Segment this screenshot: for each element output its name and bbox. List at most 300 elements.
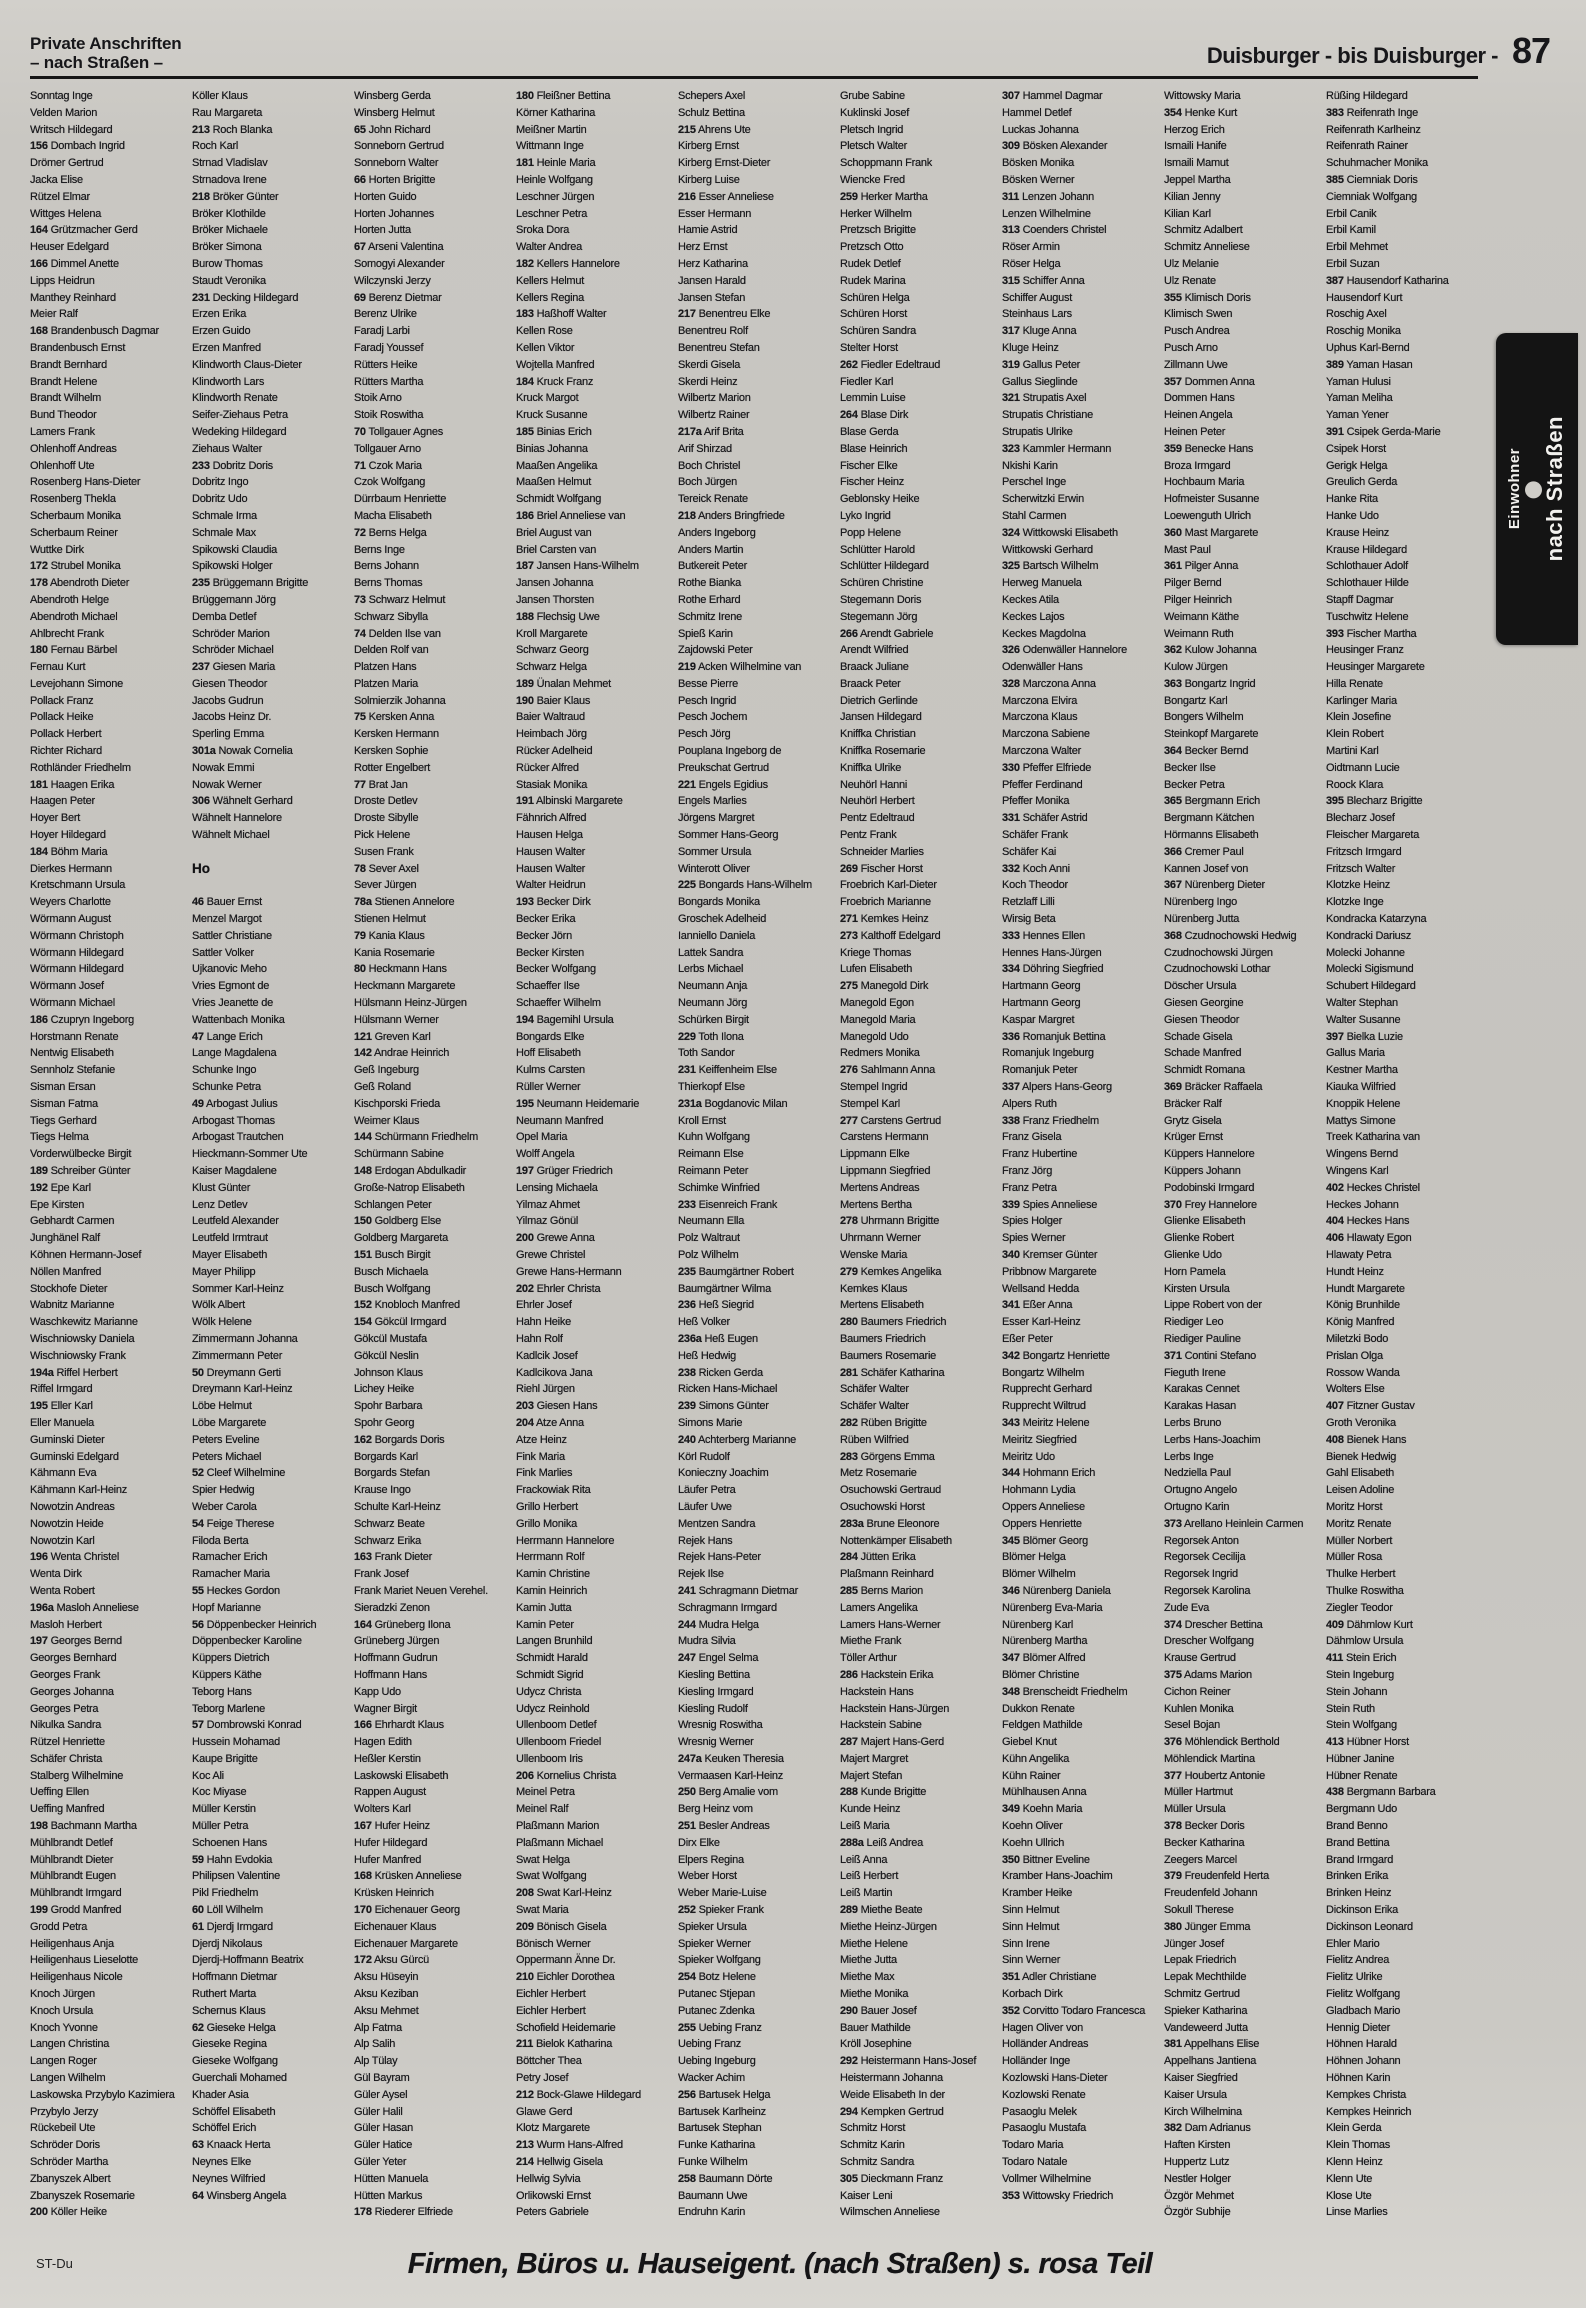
directory-entry: Ricken Hans-Michael bbox=[678, 1383, 778, 1396]
directory-entry: Koc Ali bbox=[192, 1769, 224, 1782]
directory-entry: 271 Kemkes Heinz bbox=[840, 913, 929, 926]
directory-entry: Nowotzin Andreas bbox=[30, 1500, 115, 1513]
directory-entry: Dreymann Karl-Heinz bbox=[192, 1383, 293, 1396]
directory-entry: Schmidt Romana bbox=[1164, 1064, 1245, 1077]
directory-entry: Groth Veronika bbox=[1326, 1416, 1396, 1429]
directory-entry: Kuklinski Josef bbox=[840, 106, 910, 119]
directory-entry: Brandt Helene bbox=[30, 375, 98, 388]
directory-entry: Yilmaz Ahmet bbox=[516, 1198, 580, 1211]
directory-entry: Brinken Erika bbox=[1326, 1870, 1389, 1883]
column-1 bbox=[30, 88, 185, 2220]
directory-entry: Stein Ingeburg bbox=[1326, 1668, 1395, 1681]
directory-entry: Kähmann Karl-Heinz bbox=[30, 1484, 127, 1497]
directory-entry: Schröder Doris bbox=[30, 2139, 100, 2152]
directory-entry: Döscher Ursula bbox=[1164, 980, 1237, 993]
directory-entry: Klenn Ute bbox=[1326, 2172, 1373, 2185]
house-number: 65 bbox=[354, 123, 366, 136]
directory-entry: Klein Gerda bbox=[1326, 2122, 1382, 2135]
house-number: 181 bbox=[30, 778, 48, 791]
directory-entry: 219 Acken Wilhelmine van bbox=[678, 661, 802, 674]
directory-entry: 199 Grodd Manfred bbox=[30, 1904, 122, 1917]
house-number: 183 bbox=[516, 308, 534, 321]
house-number: 337 bbox=[1002, 1081, 1020, 1094]
directory-entry: 144 Schürmann Friedhelm bbox=[354, 1131, 479, 1144]
directory-entry: Molecki Johanne bbox=[1326, 946, 1405, 959]
directory-entry: Froebrich Marianne bbox=[840, 896, 931, 909]
directory-entry: Lufen Elisabeth bbox=[840, 963, 913, 976]
house-number: 154 bbox=[354, 1316, 372, 1329]
directory-entry: Knoch Ursula bbox=[30, 2004, 94, 2017]
directory-entry: Staudt Veronika bbox=[192, 274, 266, 287]
directory-entry: 72 Berns Helga bbox=[354, 526, 427, 539]
directory-entry: Boch Christel bbox=[678, 459, 741, 472]
house-number: 215 bbox=[678, 123, 696, 136]
directory-entry: Jacka Elise bbox=[30, 173, 83, 186]
directory-entry: Roschig Monika bbox=[1326, 325, 1401, 338]
directory-entry: Schmidt Sigrid bbox=[516, 1668, 584, 1681]
directory-entry: Hackstein Sabine bbox=[840, 1719, 922, 1732]
house-number: 148 bbox=[354, 1165, 372, 1177]
directory-entry: 178 Riederer Elfriede bbox=[354, 2206, 453, 2219]
directory-entry: Filoda Berta bbox=[192, 1534, 249, 1547]
house-number: 172 bbox=[30, 560, 48, 573]
directory-entry: Ueffing Ellen bbox=[30, 1786, 89, 1799]
directory-entry: 47 Lange Erich bbox=[192, 1030, 263, 1043]
directory-entry: Kempkes Christa bbox=[1326, 2088, 1407, 2101]
house-number: 331 bbox=[1002, 812, 1020, 825]
house-number: 250 bbox=[678, 1786, 696, 1799]
directory-entry: Löbe Helmut bbox=[192, 1400, 252, 1413]
directory-entry: Wuttke Dirk bbox=[30, 543, 84, 556]
house-number: 178 bbox=[354, 2206, 372, 2219]
directory-entry: Arbogast Trautchen bbox=[192, 1131, 284, 1144]
house-number: 352 bbox=[1002, 2004, 1020, 2017]
directory-entry: Schmidt Wolfgang bbox=[516, 493, 602, 506]
directory-entry: 211 Bielok Katharina bbox=[516, 2038, 613, 2051]
directory-entry: Broza Irmgard bbox=[1164, 459, 1231, 472]
directory-entry: Eichler Herbert bbox=[516, 1988, 586, 2001]
directory-entry: Hundt Heinz bbox=[1326, 1265, 1384, 1278]
house-number: 221 bbox=[678, 778, 696, 791]
directory-entry: Susen Frank bbox=[354, 845, 414, 858]
directory-entry: 167 Hufer Heinz bbox=[354, 1820, 430, 1833]
directory-entry: 330 Pfeffer Elfriede bbox=[1002, 761, 1092, 774]
house-number: 247a bbox=[678, 1752, 702, 1765]
directory-entry: 195 Eller Karl bbox=[30, 1400, 93, 1413]
directory-entry: Klotz Margarete bbox=[516, 2122, 590, 2135]
house-number: 254 bbox=[678, 1971, 696, 1984]
house-number: 235 bbox=[192, 577, 210, 590]
directory-entry: Sperling Emma bbox=[192, 728, 264, 741]
house-number: 264 bbox=[840, 409, 858, 422]
house-number: 184 bbox=[30, 845, 48, 858]
directory-entry: König Manfred bbox=[1326, 1316, 1395, 1329]
house-number: 321 bbox=[1002, 392, 1020, 405]
directory-entry: Schaeffer Ilse bbox=[516, 980, 580, 993]
directory-entry: Kiauka Wilfried bbox=[1326, 1081, 1396, 1094]
directory-entry: 345 Blömer Georg bbox=[1002, 1534, 1089, 1547]
directory-entry: Hamie Astrid bbox=[678, 224, 738, 237]
directory-entry: Walter Susanne bbox=[1326, 1013, 1401, 1026]
directory-entry: Ramacher Erich bbox=[192, 1551, 268, 1564]
directory-entry: Kriege Thomas bbox=[840, 946, 912, 959]
directory-entry: 361 Pilger Anna bbox=[1164, 560, 1239, 573]
directory-entry: 337 Alpers Hans-Georg bbox=[1002, 1081, 1112, 1094]
directory-entry: Erzen Guido bbox=[192, 325, 251, 338]
directory-entry: Röser Helga bbox=[1002, 257, 1061, 270]
directory-entry: Eßer Peter bbox=[1002, 1332, 1053, 1345]
directory-entry: Miethe Heinz-Jürgen bbox=[840, 1920, 937, 1933]
directory-entry: Hussein Mohamad bbox=[192, 1736, 280, 1749]
directory-entry: Neumann Ella bbox=[678, 1215, 745, 1228]
directory-entry: 328 Marczona Anna bbox=[1002, 677, 1096, 690]
directory-entry: Schäfer Walter bbox=[840, 1383, 909, 1396]
directory-entry: Kadlcik Josef bbox=[516, 1349, 578, 1362]
directory-entry: 150 Goldberg Else bbox=[354, 1215, 442, 1228]
directory-entry: 154 Gökcül Irmgard bbox=[354, 1316, 447, 1329]
directory-entry: 168 Krüsken Anneliese bbox=[354, 1870, 462, 1883]
directory-entry: Heß Hedwig bbox=[678, 1349, 737, 1362]
directory-entry: Kaiser Leni bbox=[840, 2189, 893, 2202]
house-number: 189 bbox=[516, 677, 534, 690]
house-number: 62 bbox=[192, 2021, 204, 2034]
directory-entry: Carstens Hermann bbox=[840, 1131, 929, 1144]
directory-entry: Leiß Herbert bbox=[840, 1870, 899, 1883]
directory-entry: 359 Benecke Hans bbox=[1164, 442, 1254, 455]
house-number: 288 bbox=[840, 1786, 858, 1799]
house-number: 361 bbox=[1164, 560, 1182, 573]
page-title: Private Anschriften bbox=[30, 34, 182, 53]
directory-entry: Schüren Helga bbox=[840, 291, 910, 304]
directory-entry: Schüren Christine bbox=[840, 577, 924, 590]
directory-entry: Kulow Jürgen bbox=[1164, 661, 1228, 674]
directory-entry: Sinn Helmut bbox=[1002, 1920, 1060, 1933]
house-number: 233 bbox=[192, 459, 210, 472]
house-number: 194a bbox=[30, 1366, 54, 1379]
directory-entry: Epe Kirsten bbox=[30, 1198, 85, 1211]
directory-entry: Hausendorf Kurt bbox=[1326, 291, 1403, 304]
directory-entry: 369 Bräcker Raffaela bbox=[1164, 1081, 1263, 1094]
directory-entry: 333 Hennes Ellen bbox=[1002, 929, 1086, 942]
directory-entry: Hufer Manfred bbox=[354, 1853, 422, 1866]
house-number: 348 bbox=[1002, 1685, 1020, 1698]
directory-entry: Djerdj Nikolaus bbox=[192, 1937, 263, 1950]
directory-entry: Treek Katharina van bbox=[1326, 1131, 1420, 1144]
directory-entry: Uebing Franz bbox=[678, 2038, 742, 2051]
directory-entry: Herker Wilhelm bbox=[840, 207, 912, 220]
house-number: 231a bbox=[678, 1097, 702, 1110]
directory-entry: Kamin Jutta bbox=[516, 1601, 572, 1614]
directory-entry: Dirx Elke bbox=[678, 1836, 720, 1849]
directory-entry: Baumann Uwe bbox=[678, 2189, 748, 2202]
directory-entry: Hackstein Hans bbox=[840, 1685, 914, 1698]
directory-entry: Güler Aysel bbox=[354, 2088, 408, 2101]
directory-entry: Miethe Max bbox=[840, 1971, 895, 1984]
directory-entry: Simons Marie bbox=[678, 1416, 743, 1429]
directory-entry: Geß Roland bbox=[354, 1081, 411, 1094]
directory-entry: Wähnelt Hannelore bbox=[192, 812, 282, 825]
directory-entry: Müller Ursula bbox=[1164, 1803, 1226, 1816]
house-number: 281 bbox=[840, 1366, 858, 1379]
directory-entry: Heckes Johann bbox=[1326, 1198, 1399, 1211]
directory-entry: Laskowska Przybylo Kazimiera bbox=[30, 2088, 175, 2101]
directory-entry: Wischniowsky Frank bbox=[30, 1349, 126, 1362]
house-number: 52 bbox=[192, 1467, 204, 1480]
directory-entry: Kiesling Bettina bbox=[678, 1668, 750, 1681]
directory-entry: Pentz Edeltraud bbox=[840, 812, 915, 825]
directory-entry: Wolters Else bbox=[1326, 1383, 1385, 1396]
directory-entry: Kozlowski Hans-Dieter bbox=[1002, 2072, 1108, 2085]
directory-entry: Sisman Ersan bbox=[30, 1081, 96, 1094]
directory-entry: 324 Wittkowski Elisabeth bbox=[1002, 526, 1118, 539]
house-number: 375 bbox=[1164, 1668, 1182, 1681]
house-number: 342 bbox=[1002, 1349, 1020, 1362]
directory-entry: Schäfer Christa bbox=[30, 1752, 103, 1765]
house-number: 187 bbox=[516, 560, 534, 573]
directory-entry: 240 Achterberg Marianne bbox=[678, 1433, 796, 1446]
house-number: 353 bbox=[1002, 2189, 1020, 2202]
directory-entry: Skerdi Heinz bbox=[678, 375, 738, 388]
directory-entry: Lerbs Bruno bbox=[1164, 1416, 1222, 1429]
directory-entry: Becker Kirsten bbox=[516, 946, 585, 959]
house-number: 385 bbox=[1326, 173, 1344, 186]
house-number: 195 bbox=[30, 1400, 48, 1413]
directory-entry: Schoppmann Frank bbox=[840, 157, 932, 170]
house-number: 193 bbox=[516, 896, 534, 909]
directory-entry: Horn Pamela bbox=[1164, 1265, 1226, 1278]
directory-entry: Stegemann Doris bbox=[840, 593, 922, 606]
directory-entry: Köller Klaus bbox=[192, 90, 248, 102]
directory-entry: Spikowski Claudia bbox=[192, 543, 278, 556]
directory-entry: Fleischer Margareta bbox=[1326, 829, 1420, 842]
directory-entry: Droste Sibylle bbox=[354, 812, 419, 825]
house-number: 278 bbox=[840, 1215, 858, 1228]
directory-entry: Mühlbrandt Irmgard bbox=[30, 1887, 122, 1900]
directory-entry: 247a Keuken Theresia bbox=[678, 1752, 784, 1765]
house-number: 206 bbox=[516, 1769, 534, 1782]
directory-entry: 233 Dobritz Doris bbox=[192, 459, 273, 472]
house-number: 200 bbox=[30, 2206, 48, 2219]
directory-entry: Bienek Hedwig bbox=[1326, 1450, 1397, 1463]
directory-entry: Nürenberg Martha bbox=[1002, 1635, 1088, 1648]
directory-entry: Wabnitz Marianne bbox=[30, 1299, 115, 1312]
directory-entry: Funke Wilhelm bbox=[678, 2156, 748, 2169]
directory-entry: Ehrler Josef bbox=[516, 1299, 572, 1312]
directory-entry: Hellwig Sylvia bbox=[516, 2172, 581, 2185]
directory-entry: Grewe Christel bbox=[516, 1248, 586, 1261]
directory-entry: Weimann Ruth bbox=[1164, 627, 1234, 640]
directory-entry: 366 Cremer Paul bbox=[1164, 845, 1244, 858]
directory-entry: Hübner Janine bbox=[1326, 1752, 1395, 1765]
directory-entry: Knoch Yvonne bbox=[30, 2021, 98, 2034]
directory-entry: Bongards Elke bbox=[516, 1030, 585, 1043]
directory-entry: Mertens Bertha bbox=[840, 1198, 912, 1211]
directory-entry: Rothländer Friedhelm bbox=[30, 761, 131, 774]
directory-entry: 283 Görgens Emma bbox=[840, 1450, 935, 1463]
directory-entry: Stoik Arno bbox=[354, 392, 402, 405]
directory-entry: Cichon Reiner bbox=[1164, 1685, 1231, 1698]
directory-entry: Perschel Inge bbox=[1002, 476, 1067, 489]
directory-entry: Brandt Wilhelm bbox=[30, 392, 102, 405]
directory-entry: Krause Gertrud bbox=[1164, 1652, 1236, 1665]
directory-entry: Berg Heinz vom bbox=[678, 1803, 753, 1816]
page-subtitle: – nach Straßen – bbox=[30, 53, 163, 72]
directory-entry: Briel Carsten van bbox=[516, 543, 597, 556]
directory-entry: Kunde Heinz bbox=[840, 1803, 901, 1816]
directory-entry: Krüsken Heinrich bbox=[354, 1887, 434, 1900]
directory-entry: 284 Jütten Erika bbox=[840, 1551, 916, 1564]
directory-entry: Zimmermann Johanna bbox=[192, 1332, 298, 1345]
directory-entry: 266 Arendt Gabriele bbox=[840, 627, 934, 640]
directory-entry: 413 Hübner Horst bbox=[1326, 1736, 1409, 1749]
directory-entry: 402 Heckes Christel bbox=[1326, 1181, 1420, 1194]
directory-entry: Lamers Frank bbox=[30, 425, 95, 438]
directory-entry: 344 Hohmann Erich bbox=[1002, 1467, 1096, 1480]
directory-entry: Fielitz Andrea bbox=[1326, 1954, 1390, 1967]
directory-entry: Todaro Natale bbox=[1002, 2156, 1068, 2169]
directory-entry: Hagen Oliver von bbox=[1002, 2021, 1083, 2034]
directory-entry: 377 Houbertz Antonie bbox=[1164, 1769, 1265, 1782]
directory-entry: Kluge Heinz bbox=[1002, 341, 1059, 354]
directory-entry: 148 Erdogan Abdulkadir bbox=[354, 1165, 467, 1177]
directory-entry: Schmale Irma bbox=[192, 509, 257, 522]
house-number: 209 bbox=[516, 1920, 534, 1933]
directory-entry: 55 Heckes Gordon bbox=[192, 1584, 280, 1597]
directory-entry: Dommen Hans bbox=[1164, 392, 1235, 405]
directory-entry: Kruck Susanne bbox=[516, 409, 588, 422]
directory-entry: Glienke Udo bbox=[1164, 1248, 1222, 1261]
directory-entry: Nentwig Elisabeth bbox=[30, 1047, 114, 1060]
directory-entry: Knoch Jürgen bbox=[30, 1988, 95, 2001]
directory-entry: Horten Johannes bbox=[354, 207, 435, 220]
directory-entry: Herrmann Rolf bbox=[516, 1551, 585, 1564]
directory-entry: Gieseke Regina bbox=[192, 2038, 267, 2051]
house-number: 217a bbox=[678, 425, 702, 438]
directory-entry: Gebhardt Carmen bbox=[30, 1215, 115, 1228]
house-number: 178 bbox=[30, 577, 48, 590]
directory-entry: Opel Maria bbox=[516, 1131, 568, 1144]
directory-entry: Roock Klara bbox=[1326, 778, 1384, 791]
directory-entry: Heiligenhaus Anja bbox=[30, 1937, 114, 1950]
house-number: 319 bbox=[1002, 358, 1020, 371]
house-number: 266 bbox=[840, 627, 858, 640]
house-number: 49 bbox=[192, 1097, 204, 1110]
directory-entry: Franz Jörg bbox=[1002, 1165, 1053, 1177]
directory-entry: Spies Werner bbox=[1002, 1232, 1066, 1245]
directory-entry: Brand Irmgard bbox=[1326, 1853, 1394, 1866]
directory-entry: Georges Bernhard bbox=[30, 1652, 117, 1665]
directory-entry: Oppers Henriette bbox=[1002, 1517, 1082, 1530]
directory-entry: Lenzen Wilhelmine bbox=[1002, 207, 1091, 220]
house-number: 284 bbox=[840, 1551, 858, 1564]
directory-entry: 350 Bittner Eveline bbox=[1002, 1853, 1090, 1866]
directory-entry: 75 Kersken Anna bbox=[354, 711, 435, 724]
house-number: 285 bbox=[840, 1584, 858, 1597]
directory-entry: Appelhans Jantiena bbox=[1164, 2055, 1257, 2068]
directory-entry: Lippmann Elke bbox=[840, 1148, 910, 1161]
directory-entry: Geß Ingeburg bbox=[354, 1064, 419, 1077]
directory-entry: Platzen Hans bbox=[354, 661, 417, 674]
directory-entry: Fink Marlies bbox=[516, 1467, 573, 1480]
page-number: 87 bbox=[1511, 30, 1550, 71]
directory-entry: 225 Bongards Hans-Wilhelm bbox=[678, 879, 812, 892]
directory-entry: Ianniello Daniela bbox=[678, 929, 756, 942]
column-7 bbox=[1002, 88, 1157, 2220]
directory-entry: Nowotzin Karl bbox=[30, 1534, 95, 1547]
directory-entry: 348 Brenscheidt Friedhelm bbox=[1002, 1685, 1128, 1698]
directory-entry: 216 Esser Anneliese bbox=[678, 190, 774, 203]
directory-entry: Kondracki Dariusz bbox=[1326, 929, 1412, 942]
directory-entry: Krause Hildegard bbox=[1326, 543, 1407, 556]
house-number: 247 bbox=[678, 1652, 696, 1665]
directory-entry: Böttcher Thea bbox=[516, 2055, 582, 2068]
directory-entry: Stein Ruth bbox=[1326, 1702, 1375, 1715]
house-number: 151 bbox=[354, 1248, 372, 1261]
directory-entry: Kannen Josef von bbox=[1164, 862, 1249, 875]
directory-entry: Lerbs Inge bbox=[1164, 1450, 1214, 1463]
directory-entry: 288 Kunde Brigitte bbox=[840, 1786, 927, 1799]
directory-entry: Manegold Egon bbox=[840, 997, 914, 1010]
directory-entry: Kilian Karl bbox=[1164, 207, 1211, 220]
directory-entry: Guminski Edelgard bbox=[30, 1450, 119, 1463]
house-number: 343 bbox=[1002, 1416, 1020, 1429]
house-number: 406 bbox=[1326, 1232, 1344, 1245]
house-number: 355 bbox=[1164, 291, 1182, 304]
directory-entry: Kaiser Ursula bbox=[1164, 2088, 1227, 2101]
directory-entry: Faradj Youssef bbox=[354, 341, 424, 354]
directory-entry: Berns Johann bbox=[354, 560, 419, 573]
directory-entry: Nikulka Sandra bbox=[30, 1719, 102, 1732]
house-number: 333 bbox=[1002, 929, 1020, 942]
directory-entry: Junghänel Ralf bbox=[30, 1232, 100, 1245]
directory-entry: Kirch Wilhelmina bbox=[1164, 2105, 1242, 2118]
directory-entry: Boch Jürgen bbox=[678, 476, 738, 489]
bullet-icon bbox=[1525, 482, 1542, 499]
directory-entry: Kroll Margarete bbox=[516, 627, 588, 640]
directory-entry: Rupprecht Gerhard bbox=[1002, 1383, 1092, 1396]
directory-entry: Platzen Maria bbox=[354, 677, 419, 690]
directory-entry: Zeegers Marcel bbox=[1164, 1853, 1237, 1866]
house-number: 219 bbox=[678, 661, 696, 674]
directory-entry: Wingens Bernd bbox=[1326, 1148, 1398, 1161]
directory-entry: Swat Maria bbox=[516, 1904, 569, 1917]
directory-entry: Riffel Irmgard bbox=[30, 1383, 93, 1396]
directory-entry: Koc Miyase bbox=[192, 1786, 247, 1799]
directory-entry: Bongers Wilhelm bbox=[1164, 711, 1244, 724]
directory-entry: 354 Henke Kurt bbox=[1164, 106, 1238, 119]
directory-entry: Strupatis Ulrike bbox=[1002, 425, 1073, 438]
house-number: 80 bbox=[354, 963, 366, 976]
house-number: 184 bbox=[516, 375, 534, 388]
house-number: 238 bbox=[678, 1366, 696, 1379]
directory-entry: 244 Mudra Helga bbox=[678, 1618, 759, 1631]
directory-entry: Redmers Monika bbox=[840, 1047, 920, 1060]
directory-entry: Plaßmann Reinhard bbox=[840, 1568, 934, 1581]
directory-entry: Kähmann Eva bbox=[30, 1467, 97, 1480]
directory-entry: Sattler Volker bbox=[192, 946, 254, 959]
directory-entry: Pentz Frank bbox=[840, 829, 897, 842]
house-number: 67 bbox=[354, 241, 366, 254]
directory-entry: Delden Rolf van bbox=[354, 644, 429, 657]
directory-entry: Haagen Peter bbox=[30, 795, 95, 808]
directory-entry: Kaiser Magdalene bbox=[192, 1165, 277, 1177]
directory-entry: Neumann Jörg bbox=[678, 997, 748, 1010]
house-number: 235 bbox=[678, 1265, 696, 1278]
house-number: 180 bbox=[30, 644, 48, 657]
house-number: 77 bbox=[354, 778, 366, 791]
directory-entry: 321 Strupatis Axel bbox=[1002, 392, 1087, 405]
house-number: 166 bbox=[30, 257, 48, 270]
